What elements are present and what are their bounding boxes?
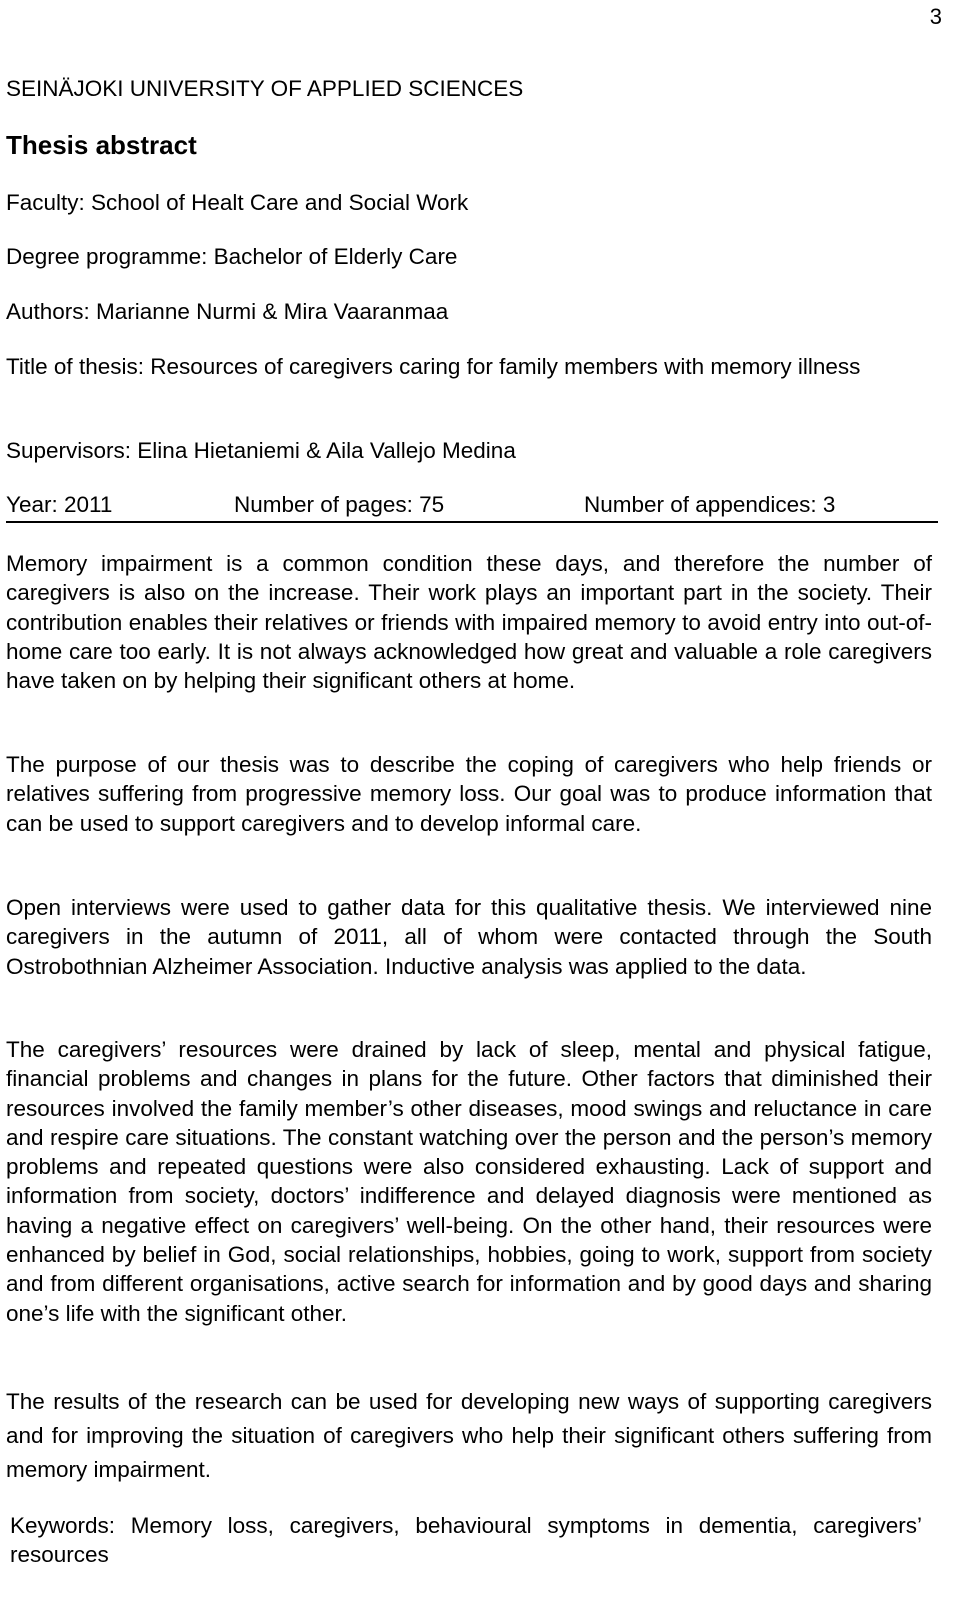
page-number: 3 bbox=[929, 4, 942, 29]
page-title: Thesis abstract bbox=[6, 130, 197, 160]
abstract-paragraph-2: The purpose of our thesis was to describe the coping of caregivers who help friends or relatives suffering from progressive memory loss. Our goal was to produce information that can be used to support caregivers and to develop informal care. bbox=[6, 752, 932, 836]
authors-line: Authors: Marianne Nurmi & Mira Vaaranmaa bbox=[6, 299, 449, 324]
title-of-thesis-line: Title of thesis: Resources of caregivers caring for family members with memory illness bbox=[6, 354, 861, 379]
page-count-field: Number of pages: 75 bbox=[234, 492, 445, 517]
abstract-paragraph-3: Open interviews were used to gather data for this qualitative thesis. We interviewed nine caregivers in the autumn of 2011, all of whom were contacted through the South Ostrobothnian Alzheimer Association. Inductive analysis was applied to the data. bbox=[6, 895, 932, 979]
university-name: SEINÄJOKI UNIVERSITY OF APPLIED SCIENCES bbox=[6, 76, 524, 101]
keywords-line: Keywords: Memory loss, caregivers, behavioural symptoms in dementia, caregivers’ resources bbox=[10, 1513, 922, 1567]
faculty-line: Faculty: School of Healt Care and Social Work bbox=[6, 190, 469, 215]
abstract-paragraph-4: The caregivers’ resources were drained by lack of sleep, mental and physical fatigue, financial problems and changes in plans for the future. Other factors that diminished their resources involved the family member’s other diseases, mood swings and reluctance in care and respire care situations. The constant watching over the person and the person’s memory problems and repeated questions were also considered exhausting. Lack of support and information from society, doctors’ indifference and delayed diagnosis were mentioned as having a negative effect on caregivers’ well-being. On the other hand, their resources were enhanced by belief in God, social relationships, hobbies, going to work, support from society and from different organisations, active search for information and by good days and sharing one’s life with the significant other. bbox=[6, 1037, 932, 1326]
degree-programme-line: Degree programme: Bachelor of Elderly Care bbox=[6, 244, 458, 269]
year-field: Year: 2011 bbox=[6, 492, 113, 517]
appendix-count-field: Number of appendices: 3 bbox=[584, 492, 836, 517]
abstract-paragraph-5: The results of the research can be used for developing new ways of supporting caregivers and for improving the situation of caregivers who help their significant others suffering from memory impairment. bbox=[6, 1389, 932, 1482]
publication-details-row bbox=[6, 490, 936, 520]
abstract-paragraph-1: Memory impairment is a common condition these days, and therefore the number of caregivers is also on the increase. Their work plays an important part in the society. Their contribution enables their relatives or friends with impaired memory to avoid entry into out-of-home care too early. It is not always acknowledged how great and valuable a role caregivers have taken on by helping their significant others at home. bbox=[6, 551, 932, 694]
divider-line bbox=[6, 521, 938, 523]
supervisors-line: Supervisors: Elina Hietaniemi & Aila Vallejo Medina bbox=[6, 438, 516, 463]
